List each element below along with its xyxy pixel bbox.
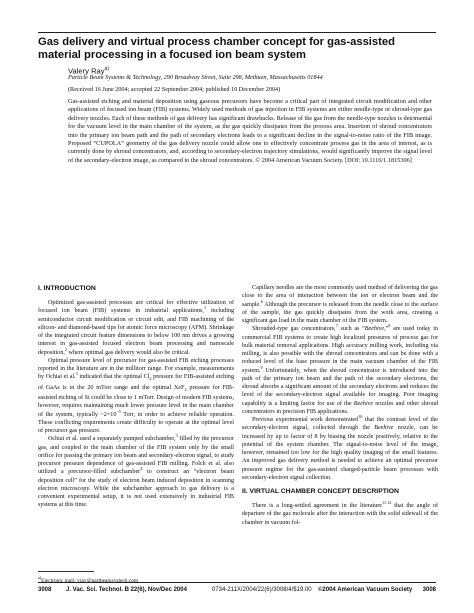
right-column: [242, 284, 438, 527]
paper-title: Gas delivery and virtual process chamber concept for gas-assisted material processing in a focused ion beam system: [38, 36, 395, 61]
footer-rule: [38, 582, 436, 583]
intro-paragraph-1: Optimized gas-assisted processes are critical for effective utilization of focused ion beam (FIB) systems in industrial applications,$^1$ including semiconductor circuit modification or circuit edit, and FIB machining of the silicon- and diamond-based tips for atomic force microscopy (AFM). Shrinkage of the integrated circuit feature dimensions to below 100 nm drives a growing interest in gas-assisted focused electron beam processing and nanoscale deposition,$^2$ where optimal gas delivery would also be critical.: [38, 300, 235, 356]
intro-paragraph-3: Ochiai et al. used a separately pumped subchamber,$^3$ filled by the precursor gas, and coupled to the main chamber of the FIB system only by the small orifice for passing the primary ion beam and secondary-electron signal, to study precursor pressure dependence of gas-assisted FIB milling. Folch et al. also utilized a precursor-filled subchamber$^4$ to construct an “electron beam deposition cell” for the study of electron beam induced deposition in scanning electron microscopy. While the subchamber approach to gas delivery is a convenient experimental setup, it is not used extensively in industrial FIB systems at this time.: [38, 433, 234, 509]
author-email-footnote: [38, 574, 138, 585]
affiliation: Particle Beam Systems & Technology, 290 Broadway Street, Suite 298, Methuen, Massachusetts 01844: [68, 74, 323, 81]
footer-page-number-left: 3008: [38, 587, 52, 593]
section-heading-virtual-chamber: II. VIRTUAL CHAMBER CONCEPT DESCRIPTION: [242, 488, 399, 495]
received-dates: (Received 16 June 2004; accepted 22 September 2004; published 10 December 2004): [68, 86, 281, 93]
author-footnote-mark: a): [104, 66, 110, 72]
footnote-mark: a): [38, 575, 42, 580]
intro-paragraph-2: Optimal pressure level of precursor for gas-assisted FIB etching processes reported in the literature are in the millitorr range. For example, measurements by Ochiai et al.$^3$ indicated that the optimal $Cl_2$ pressure for FIB-assisted etching of GaAs is in the 20 mTorr range and the optimal XeF$_2$ pressure for FIB-assisted etching of Si could be close to 1 mTorr. Design of modern FIB systems, however, requires maintaining much lower pressure level in the main chamber of the system, typically $\sim 2\times 10^{-5}$ Torr, in order to achieve reliable operation. These conflicting requirements create difficulty to operate at the optimal level of precursor gas pressure.: [38, 357, 235, 435]
footer-article-code: 0734-211X/2004/22(6)/3008/4/$19.00: [212, 587, 312, 593]
right-paragraph-2: Shrouded-type gas concentrators,$^7$ such as “Beehive,”$^8$ are used today in commercial FIB systems to create high localized pressures of process gas for bulk material removal applications. High accuracy milling work, including via milling, is also possible with the shroud concentrators and can be done with a reduced level of the base pressure in the main vacuum chamber of the FIB system.$^9$ Unfortunately, when the shroud concentrator is introduced into the path of the primary ion beam and the path of the secondary electrons, the shroud absorbs a significant amount of the secondary electrons and reduces the level of the secondary-electron signal available for imaging. Poor imaging capability is a limiting factor for use of the Beehive nozzles and other shroud concentrators in precision FIB applications.: [242, 323, 439, 415]
section-heading-introduction: I. INTRODUCTION: [38, 285, 96, 292]
page-footer: [38, 585, 436, 595]
left-column: [38, 284, 234, 510]
footer-copyright: ©2004 American Vacuum Society: [318, 587, 413, 593]
right-paragraph-1: Capillary needles are the most commonly used method of delivering the gas close to the area of interaction between the ion or electron beam and the sample.$^6$ Although the precursor is released from the needle close to the surface of the sample, the gas quickly dissipates from the work area, creating a significant gas load in the main chamber of the FIB system.: [242, 285, 438, 324]
section2-paragraph-1: There is a long-settled agreement in the literature$^{11,12}$ that the angle of departure of the gas molecule after the interaction with the solid sidewall of the chamber in vacuum fol-: [242, 499, 438, 526]
footer-page-number-right: 3008: [422, 587, 436, 593]
top-rule: [38, 32, 436, 33]
author-name: Valery Ray: [68, 66, 105, 76]
footnote-text: Electronic mail: vray@partbeamsystech.com: [41, 577, 139, 584]
right-paragraph-3: Previous experimental work demonstrated$^{10}$ that the contrast level of the secondary-electron signal, collected through the Beehive nozzle, can be increased by up to factor of 8 by biasing the nozzle positively, relative to the potential of the system chamber. The signal-to-noise level of the image, however, remained too low for the high quality imaging of the small features. An improved gas delivery method is needed to achieve an optimal precursor pressure regime for the gas-assisted charged-particle beam processes with secondary-electron signal collection.: [242, 413, 438, 481]
footer-journal-citation: J. Vac. Sci. Technol. B 22(6), Nov/Dec 2004: [66, 587, 187, 593]
abstract: Gas-assisted etching and material deposition using gaseous precursors have become a critical part of integrated circuit modification and other applications of focused ion beam (FIB) systems. Widely used methods of gas injection in FIB systems are either needle-type or shroud-type gas delivery nozzles. Each of these methods of gas delivery has significant drawbacks. Release of the gas from the needle-type nozzles is detrimental for the vacuum level in the main chamber of the system, as the gas quickly dissipates from the process area. Insertion of shroud concentrators into the primary ion beam path and the path of secondary electrons leads to a significant decline in the signal-to-noise ratio of the FIB image. Proposed “CUPOLA” geometry of the gas delivery nozzle could allow one to effectively concentrate process gas in the area of interest, as is currently done by shroud concentrators, and, according to secondary-electron trajectory simulations, would significantly improve the signal level of the secondary-electron image, as compared to the shroud concentrators. © 2004 American Vacuum Society. [DOI: 10.1116/1.1815306]: [68, 98, 432, 164]
footnote-rule: [38, 571, 94, 572]
